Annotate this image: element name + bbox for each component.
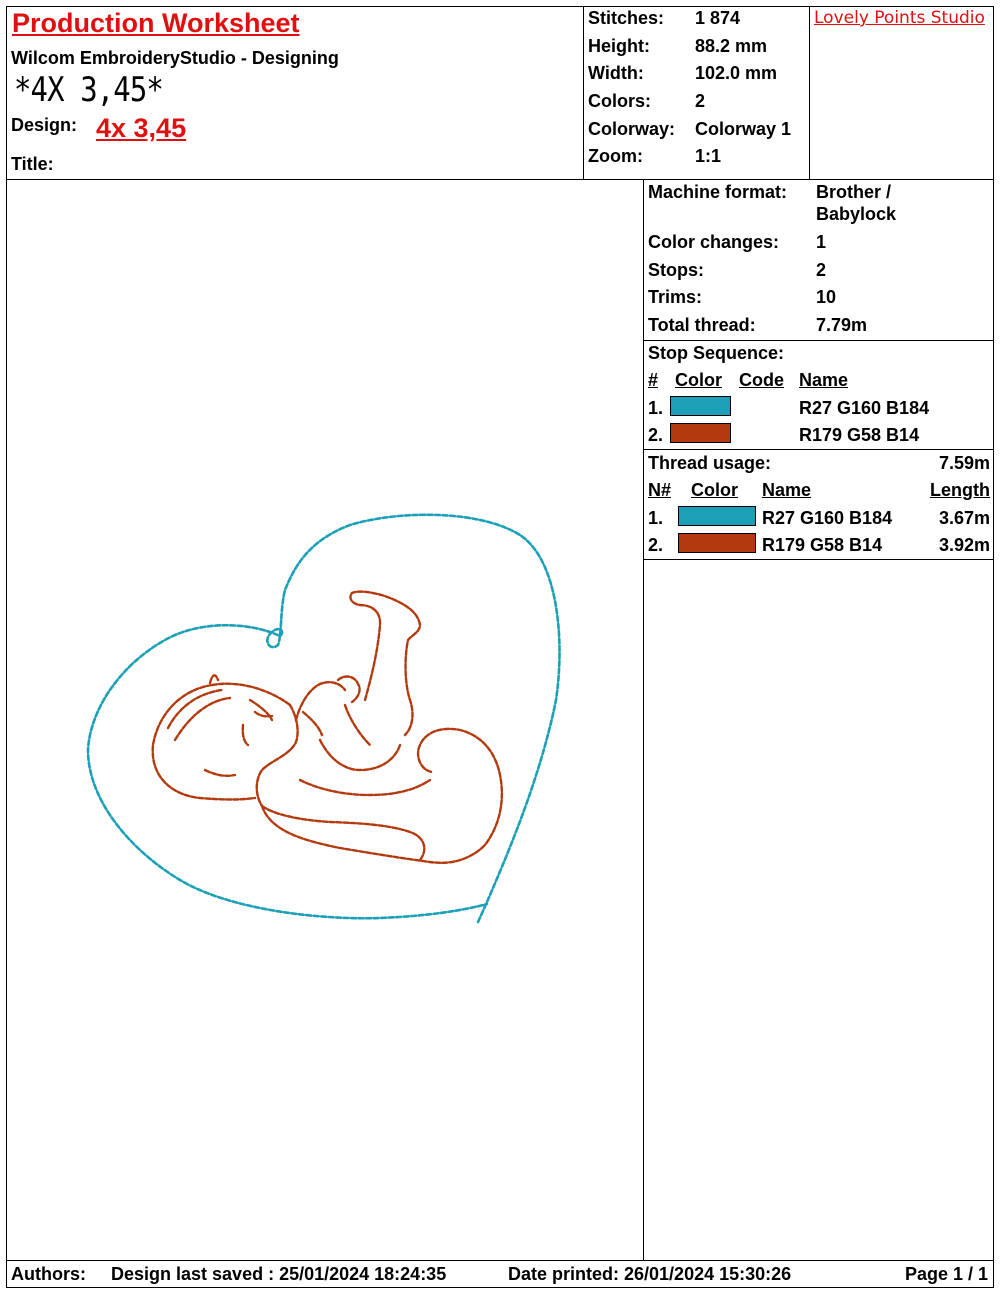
colors-label: Colors: [588,91,651,111]
thread-row-num: 2. [648,535,664,555]
stops-label: Stops: [648,260,704,280]
stitches-label: Stitches: [588,8,665,28]
design-big-name: *4X 3,45* [14,70,163,110]
thread-row-name: R27 G160 B184 [762,508,893,528]
design-name: 4x 3,45 [96,113,187,143]
zoom-label: Zoom: [588,146,643,166]
thread-row-swatch [678,506,756,526]
footer-authors: Authors: [11,1264,86,1284]
stop-row-swatch [670,423,731,443]
footer-top-line [6,1260,994,1261]
worksheet-title: Production Worksheet [12,8,300,38]
thread-usage-total: 7.59m [938,453,990,473]
colorway-label: Colorway: [588,119,676,139]
stop-row-num: 1. [648,398,664,418]
heart-outline [88,515,560,922]
header-divider-1 [583,6,584,180]
stop-header-name: Name [799,370,849,390]
software-name: Wilcom EmbroideryStudio - Designing [11,48,339,68]
machine-format-line1: Brother / [816,182,892,202]
stitches-value: 1 874 [695,8,741,28]
thread-section-line [643,559,994,560]
thread-row-swatch [678,533,756,553]
stop-header-num: # [648,370,659,390]
width-value: 102.0 mm [695,63,778,83]
thread-header-name: Name [762,480,812,500]
thread-usage-title: Thread usage: [648,453,772,473]
thread-row-length: 3.92m [938,535,990,555]
footer-page-number: Page 1 / 1 [904,1264,988,1284]
side-panel-divider [643,180,644,1260]
machine-format-label: Machine format: [648,182,788,202]
thread-row-num: 1. [648,508,664,528]
trims-value: 10 [816,287,837,307]
height-value: 88.2 mm [695,36,768,56]
stop-sequence-title: Stop Sequence: [648,343,785,363]
baby-outline [153,592,502,863]
stop-row-swatch [670,396,731,416]
stop-section-line [643,449,994,450]
footer-last-saved: Design last saved : 25/01/2024 18:24:35 [111,1264,447,1284]
stop-row-num: 2. [648,425,664,445]
thread-header-color: Color [691,480,738,500]
color-changes-value: 1 [816,232,827,252]
thread-row-length: 3.67m [938,508,990,528]
design-label: Design: [11,115,78,135]
footer-date-printed: Date printed: 26/01/2024 15:30:26 [508,1264,792,1284]
total-thread-label: Total thread: [648,315,756,335]
thread-row-name: R179 G58 B14 [762,535,883,555]
width-label: Width: [588,63,644,83]
stop-row-name: R179 G58 B14 [799,425,920,445]
studio-logo-text: Lovely Points Studio [814,8,985,28]
header-divider-2 [809,6,810,180]
design-preview [7,180,643,1260]
stop-header-code: Code [739,370,784,390]
color-changes-label: Color changes: [648,232,780,252]
stops-value: 2 [816,260,827,280]
colorway-value: Colorway 1 [695,119,792,139]
total-thread-value: 7.79m [816,315,868,335]
thread-header-length: Length [930,480,990,500]
title-label: Title: [11,154,54,174]
stop-row-name: R27 G160 B184 [799,398,930,418]
machine-section-line [643,340,994,341]
zoom-value: 1:1 [695,146,722,166]
thread-header-num: N# [648,480,672,500]
colors-value: 2 [695,91,706,111]
stop-header-color: Color [675,370,722,390]
height-label: Height: [588,36,650,56]
machine-format-line2: Babylock [816,204,897,224]
trims-label: Trims: [648,287,703,307]
